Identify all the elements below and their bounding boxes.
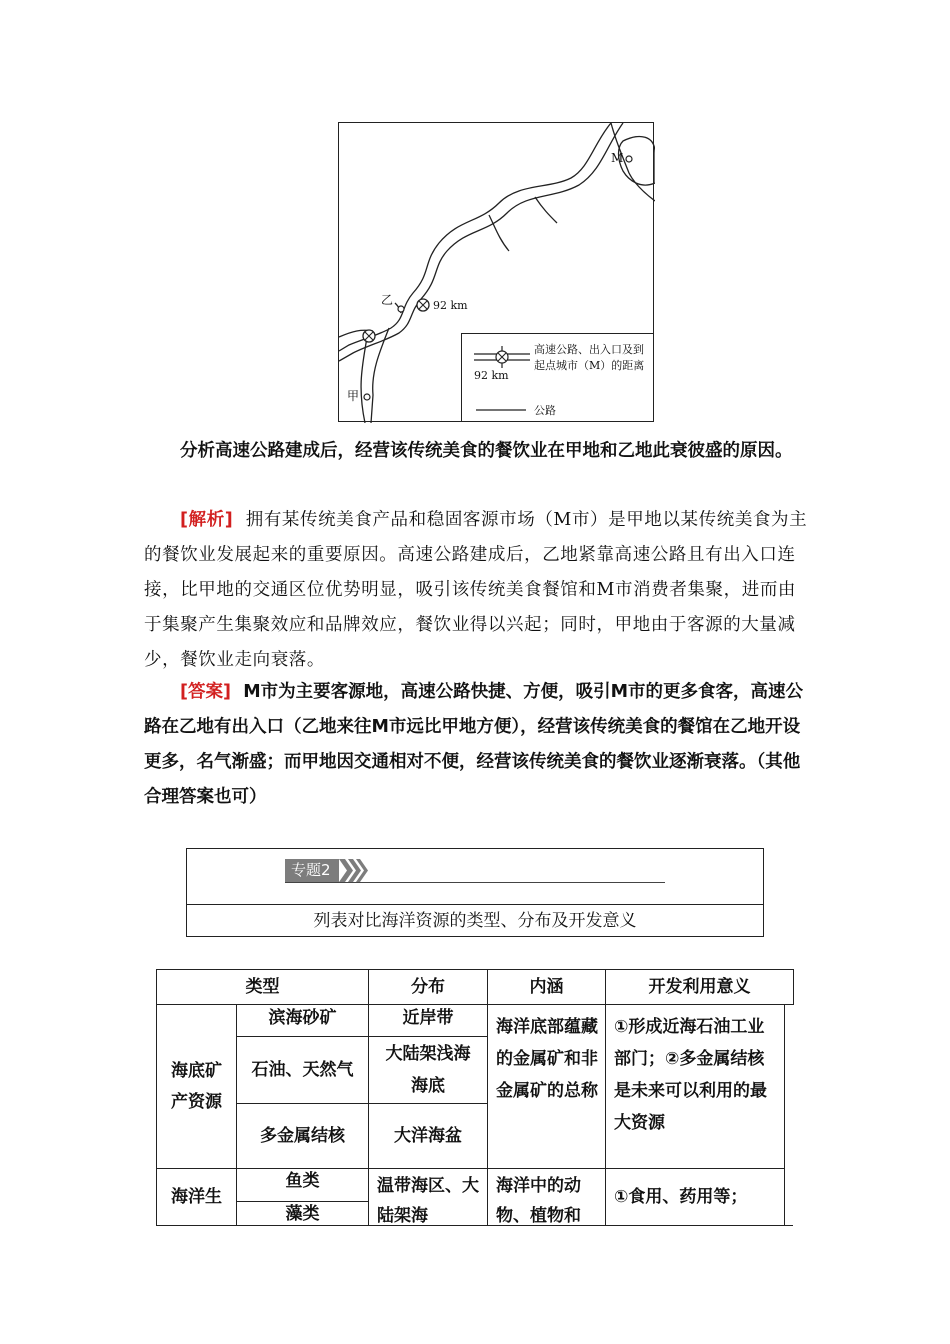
header-distribution: 分布 [368, 969, 488, 1005]
bio-meaning: 海洋中的动物、植物和 [487, 1168, 606, 1226]
seabed-group-cell: 海底矿产资源 [156, 1004, 237, 1169]
bio-type-1: 鱼类 [236, 1168, 369, 1202]
answer-paragraph [144, 675, 810, 815]
seabed-type-1: 滨海砂矿 [236, 1004, 369, 1037]
answer-tag: [答案] [180, 682, 231, 702]
topic-divider [187, 904, 763, 905]
seabed-type-2: 石油、天然气 [236, 1036, 369, 1104]
topic-box [186, 848, 764, 937]
bio-group-cell: 海洋生 [156, 1168, 237, 1226]
legend-distance: 92 km [474, 369, 509, 382]
badge-stripes-icon [339, 859, 369, 882]
map-label-jia: 甲 [347, 389, 360, 403]
analysis-paragraph [144, 503, 810, 678]
route-map-figure [338, 122, 654, 422]
header-value: 开发利用意义 [605, 969, 794, 1005]
seabed-dist-2: 大陆架浅海海底 [368, 1036, 488, 1104]
legend-road-text: 公路 [534, 404, 556, 417]
topic-badge: 专题2 [285, 859, 339, 882]
legend-road-line-icon [476, 407, 526, 413]
map-label-distance: 92 km [433, 299, 468, 312]
badge-underline [285, 882, 665, 883]
seabed-dist-3: 大洋海盆 [368, 1103, 488, 1169]
seabed-value: ①形成近海石油工业部门；②多金属结核是未来可以利用的最大资源 [605, 1004, 785, 1169]
header-meaning: 内涵 [487, 969, 606, 1005]
map-label-yi: 乙 [381, 293, 394, 307]
seabed-type-3: 多金属结核 [236, 1103, 369, 1169]
map-label-m: M [611, 151, 624, 165]
answer-text: M市为主要客源地，高速公路快捷、方便，吸引M市的更多食客，高速公路在乙地有出入口（乙地来往M市远比甲地方便），经营该传统美食的餐馆在乙地开设更多，名气渐盛；而甲地因交通相对不便，经营该传统美食的餐饮业逐渐衰落。（其他合理答案也可） [144, 682, 804, 807]
topic-title: 列表对比海洋资源的类型、分布及开发意义 [313, 911, 637, 931]
question-text: 分析高速公路建成后，经营该传统美食的餐饮业在甲地和乙地此衰彼盛的原因。 [180, 441, 793, 461]
header-type: 类型 [156, 969, 369, 1005]
seabed-dist-1: 近岸带 [368, 1004, 488, 1037]
bio-type-2: 藻类 [236, 1201, 369, 1226]
bio-dist: 温带海区、大陆架海 [368, 1168, 488, 1226]
bio-value: ①食用、药用等； [605, 1168, 785, 1226]
table-bottom-tail [785, 1225, 793, 1226]
analysis-tag: [解析] [180, 510, 234, 530]
map-legend [461, 333, 654, 422]
legend-expressway-text: 高速公路、出入口及到起点城市（M）的距离 [534, 343, 645, 372]
analysis-text: 拥有某传统美食产品和稳固客源市场（M市）是甲地以某传统美食为主的餐饮业发展起来的重要原因。高速公路建成后，乙地紧靠高速公路且有出入口连接，比甲地的交通区位优势明显，吸引该传统美食餐馆和M市消费者集聚，进而由于集聚产生集聚效应和品牌效应，餐饮业得以兴起；同时，甲地由于客源的大量减少，餐饮业走向衰落。 [144, 510, 808, 670]
seabed-meaning: 海洋底部蕴藏的金属矿和非金属矿的总称 [487, 1004, 606, 1169]
